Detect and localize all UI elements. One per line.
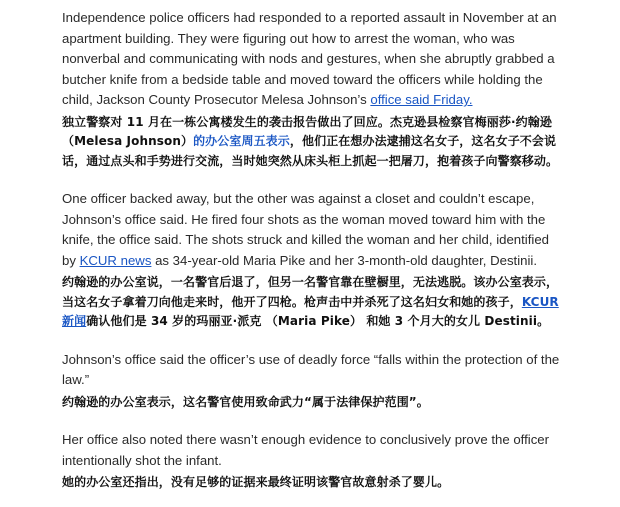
paragraph-2-english-text: One officer backed away, but the other was against a closet and couldn’t escape, Johnson’s office said. He fired four shots as the woman moved toward him with the knife, the office said. The shots struck and killed the woman and her child, identified by [62,191,549,268]
office-said-friday-link[interactable]: office said Friday. [370,92,473,107]
paragraph-2-chinese-text-tail: 确认他们是 34 岁的玛丽亚·派克 （Maria Pike） 和她 3 个月大的女儿 Destinii。 [86,314,550,328]
kcur-news-link[interactable]: KCUR news [79,252,152,268]
paragraph-1-english [62,8,562,111]
paragraph-4-english: Her office also noted there wasn’t enough evidence to conclusively prove the officer intentionally shot the infant. [62,432,550,468]
office-said-friday-link-zh[interactable]: 的办公室周五表示 [193,134,290,148]
paragraph-1-chinese-text: 独立警察对 11 月在一栋公寓楼发生的袭击报告做出了回应。杰克逊县检察官梅丽莎·约翰逊（Melesa Johnson） [62,114,552,148]
kcur-news-link-zh[interactable]: KCUR 新闻 [62,294,559,328]
article-body [62,8,562,493]
paragraph-2-chinese [62,273,562,332]
paragraph-4-chinese: 她的办公室还指出，没有足够的证据来最终证明该警官故意射杀了婴儿。 [62,475,450,489]
paragraph-1-chinese-text-tail: ，他们正在想办法逮捕这名女子，这名女子不会说话，通过点头和手势进行交流，当时她突然从床头柜上抓起一把屠刀，抱着孩子向警察移动。 [62,134,559,168]
paragraph-2-english-text-tail: as 34-year-old Maria Pike and her 3-month-old daughter, Destinii. [151,252,537,268]
paragraph-2-chinese-text: 约翰逊的办公室说，一名警官后退了，但另一名警官靠在壁橱里，无法逃脱。该办公室表示，当这名女子拿着刀向他走来时，他开了四枪。枪声击中并杀死了这名妇女和她的孩子， [62,275,559,309]
paragraph-3-chinese: 约翰逊的办公室表示，这名警官使用致命武力“属于法律保护范围”。 [62,394,429,409]
paragraph-1-chinese [62,113,562,172]
paragraph-3-english: Johnson’s office said the officer’s use of deadly force “falls within the protection of the law.” [62,351,560,387]
paragraph-1-english-text: Independence police officers had responded to a reported assault in November at an apartment building. They were figuring out how to arrest the woman, who was nonverbal and communicating with nods and gestures, when she abruptly grabbed a butcher knife from a bedside table and moved toward the officers while holding the child, Jackson County Prosecutor Melesa Johnson’s [62,10,557,107]
paragraph-2-english [62,189,562,271]
